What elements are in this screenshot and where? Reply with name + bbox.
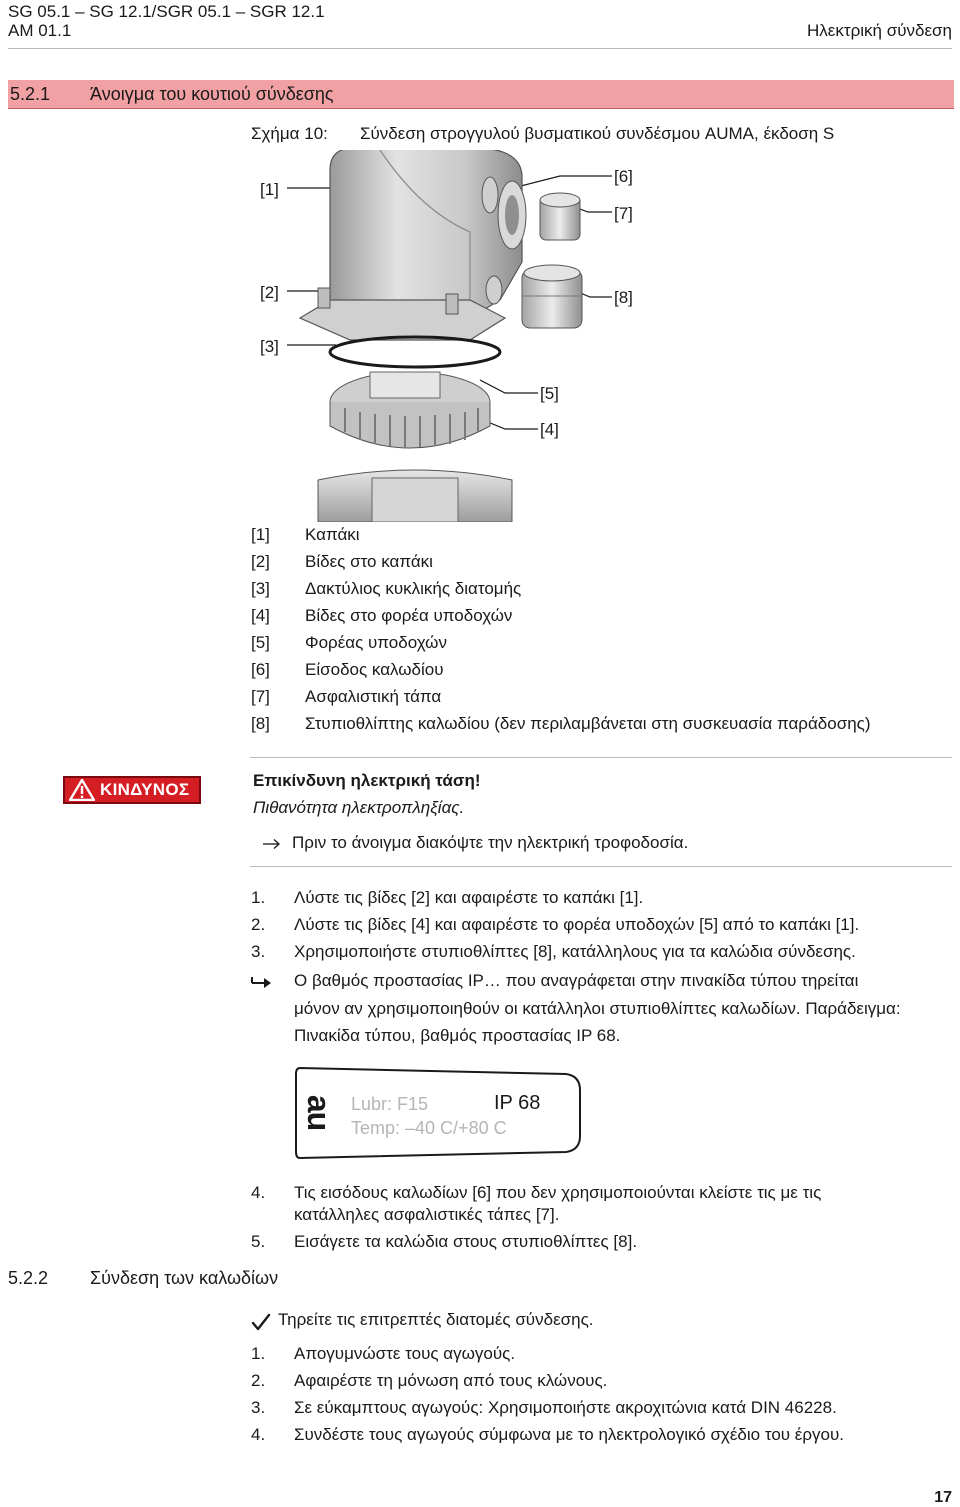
legend-key: [5] <box>251 633 270 652</box>
callout-5: [5] <box>540 384 559 403</box>
callout-7: [7] <box>614 204 633 223</box>
figure-label: Σχήμα 10: <box>251 124 328 143</box>
legend-text: Δακτύλιος κυκλικής διατομής <box>305 579 522 598</box>
info-note-line3: Πινακίδα τύπου, βαθμός προστασίας IP 68. <box>294 1026 621 1045</box>
legend-key: [2] <box>251 552 270 571</box>
legend-text: Ασφαλιστική τάπα <box>305 687 442 706</box>
step-text: Αφαιρέστε τη μόνωση από τους κλώνους. <box>294 1371 608 1390</box>
info-note-line1: Ο βαθμός προστασίας IP… που αναγράφεται στην πινακίδα τύπου τηρείται <box>294 971 859 990</box>
step-text: Συνδέστε τους αγωγούς σύμφωνα με το ηλεκτρολογικό σχέδιο του έργου. <box>294 1425 845 1444</box>
legend-text: Φορέας υποδοχών <box>305 633 447 652</box>
step-number: 3. <box>251 1398 266 1417</box>
step-text-continued: κατάλληλες ασφαλιστικές τάπες [7]. <box>294 1205 560 1224</box>
danger-subtitle: Πιθανότητα ηλεκτροπληξίας. <box>253 798 465 817</box>
section-heading-bar <box>8 80 954 109</box>
section-title: Άνοιγμα του κουτιού σύνδεσης <box>90 84 334 104</box>
legend-text: Στυπιοθλίπτης καλωδίου (δεν περιλαμβάνεται στη συσκευασία παράδοσης) <box>305 714 871 733</box>
info-note-line2: μόνον αν χρησιμοποιηθούν οι κατάλληλοι στυπιοθλίπτες καλωδίων. Παράδειγμα: <box>294 999 901 1018</box>
checkmark-icon <box>251 1313 271 1331</box>
nameplate-logo <box>298 1086 340 1138</box>
warning-triangle-icon <box>69 779 95 801</box>
legend-text: Καπάκι <box>305 525 360 544</box>
danger-action: Πριν το άνοιγμα διακόψτε την ηλεκτρική τροφοδοσία. <box>292 833 689 852</box>
step-text: Εισάγετε τα καλώδια στους στυπιοθλίπτες [8]. <box>294 1232 638 1251</box>
header-divider <box>8 48 952 49</box>
step-number: 4. <box>251 1425 266 1444</box>
step-text: Χρησιμοποιήστε στυπιοθλίπτες [8], κατάλληλους για τα καλώδια σύνδεσης. <box>294 942 856 961</box>
danger-badge-label: ΚΙΝΔΥΝΟΣ <box>100 780 190 799</box>
legend-key: [3] <box>251 579 270 598</box>
step-text: Τις εισόδους καλωδίων [6] που δεν χρησιμοποιούνται κλείστε τις με τις <box>294 1183 822 1202</box>
connector-illustration <box>250 150 670 522</box>
danger-title: Επικίνδυνη ηλεκτρική τάση! <box>253 771 481 790</box>
nameplate <box>294 1066 584 1160</box>
step-text: Απογυμνώστε τους αγωγούς. <box>294 1344 516 1363</box>
legend-text: Βίδες στο φορέα υποδοχών <box>305 606 513 625</box>
step-number: 1. <box>251 888 266 907</box>
step-number: 4. <box>251 1183 266 1202</box>
callout-2: [2] <box>260 283 279 302</box>
callout-1: [1] <box>260 180 279 199</box>
legend-text: Είσοδος καλωδίου <box>305 660 444 679</box>
step-text: Λύστε τις βίδες [2] και αφαιρέστε το καπάκι [1]. <box>294 888 644 907</box>
callout-8: [8] <box>614 288 633 307</box>
callout-3: [3] <box>260 337 279 356</box>
nameplate-lubr: Lubr: F15 <box>351 1094 429 1114</box>
legend-text: Βίδες στο καπάκι <box>305 552 433 571</box>
legend-key: [4] <box>251 606 270 625</box>
check-note: Τηρείτε τις επιτρεπτές διατομές σύνδεσης. <box>278 1310 594 1329</box>
step-number: 2. <box>251 915 266 934</box>
legend-key: [7] <box>251 687 270 706</box>
header-chapter: Ηλεκτρική σύνδεση <box>807 21 952 40</box>
danger-top-rule <box>250 757 952 758</box>
arrow-right-icon <box>262 838 282 850</box>
danger-badge <box>63 776 201 804</box>
section-number: 5.2.2 <box>8 1268 49 1288</box>
nameplate-temp: Temp: –40 C/+80 C <box>351 1118 507 1138</box>
step-number: 1. <box>251 1344 266 1363</box>
step-number: 2. <box>251 1371 266 1390</box>
nameplate-ip: IP 68 <box>494 1092 541 1114</box>
step-number: 3. <box>251 942 266 961</box>
callout-4: [4] <box>540 420 559 439</box>
result-arrow-icon <box>250 976 272 990</box>
step-number: 5. <box>251 1232 266 1251</box>
header-models-line1: SG 05.1 – SG 12.1/SGR 05.1 – SGR 12.1 <box>8 2 325 21</box>
callout-6: [6] <box>614 167 633 186</box>
page-number: 17 <box>934 1489 952 1506</box>
figure-caption: Σύνδεση στρογγυλού βυσματικού συνδέσμου AUMA, έκδοση S <box>360 124 835 143</box>
header-models-line2: AM 01.1 <box>8 21 72 40</box>
nameplate-logo-text: au <box>301 1094 338 1130</box>
section-title: Σύνδεση των καλωδίων <box>90 1268 279 1288</box>
legend-key: [8] <box>251 714 270 733</box>
legend-key: [6] <box>251 660 270 679</box>
legend-key: [1] <box>251 525 270 544</box>
danger-bottom-rule <box>250 866 952 867</box>
step-text: Λύστε τις βίδες [4] και αφαιρέστε το φορέα υποδοχών [5] από το καπάκι [1]. <box>294 915 860 934</box>
step-text: Σε εύκαμπτους αγωγούς: Χρησιμοποιήστε ακροχιτώνια κατά DIN 46228. <box>294 1398 837 1417</box>
section-number: 5.2.1 <box>10 84 51 104</box>
